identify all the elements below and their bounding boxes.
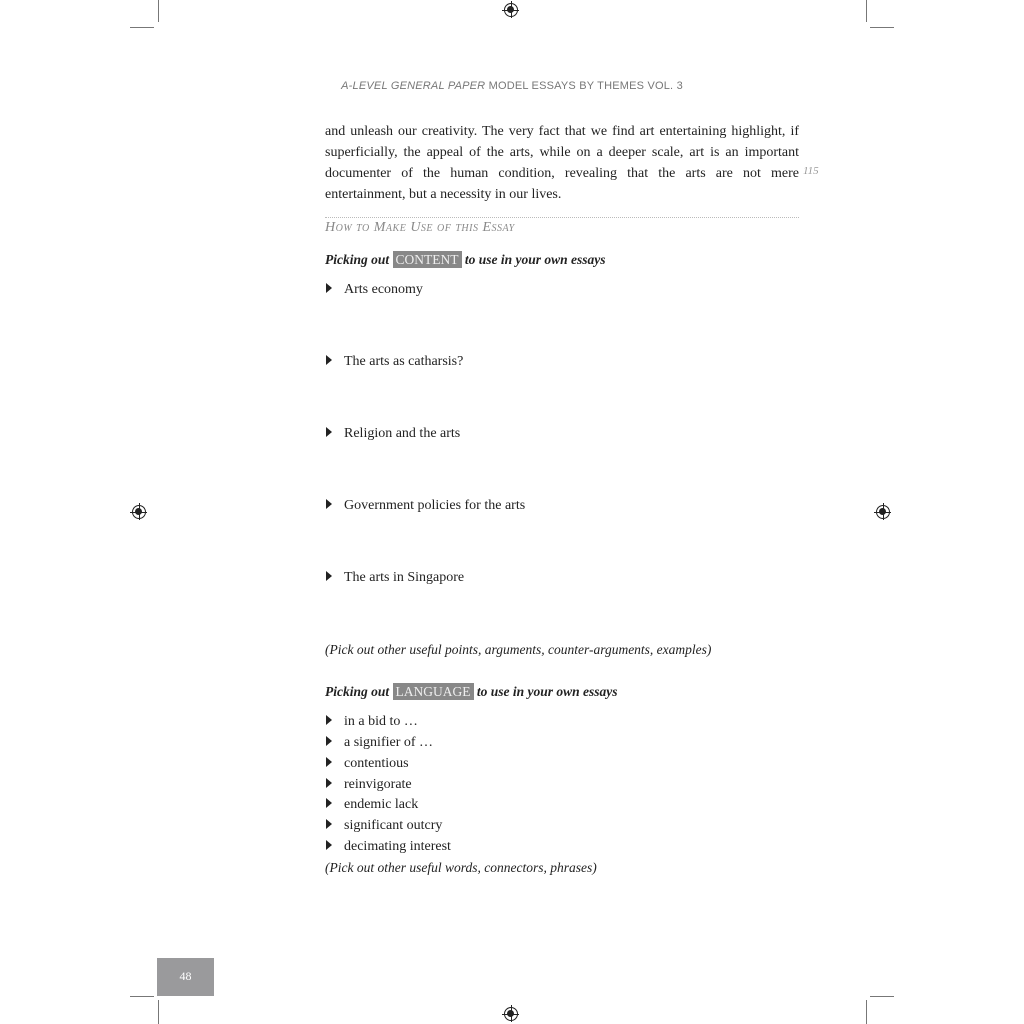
- list-item: The arts in Singapore: [326, 570, 464, 586]
- running-header: [0, 80, 1024, 92]
- language-tag: LANGUAGE: [393, 683, 474, 700]
- crop-mark: [866, 0, 867, 22]
- bullet-triangle-icon: [326, 736, 332, 746]
- crop-mark: [866, 1000, 867, 1024]
- crop-mark: [870, 996, 894, 997]
- list-item: in a bid to …: [326, 714, 418, 730]
- registration-mark-icon: [504, 3, 518, 17]
- language-heading: Picking out LANGUAGE to use in your own essays: [325, 684, 618, 699]
- body-paragraph: [325, 121, 799, 205]
- list-item: reinvigorate: [326, 777, 412, 793]
- list-item: Arts economy: [326, 282, 423, 298]
- content-heading: Picking out CONTENT to use in your own essays: [325, 252, 606, 267]
- header-series: A-LEVEL GENERAL PAPER: [341, 80, 486, 92]
- list-item: The arts as catharsis?: [326, 354, 463, 370]
- registration-mark-icon: [132, 505, 146, 519]
- list-item: contentious: [326, 756, 409, 772]
- bullet-triangle-icon: [326, 819, 332, 829]
- bullet-triangle-icon: [326, 798, 332, 808]
- crop-mark: [870, 27, 894, 28]
- registration-mark-icon: [876, 505, 890, 519]
- crop-mark: [130, 996, 154, 997]
- bullet-triangle-icon: [326, 715, 332, 725]
- content-note: (Pick out other useful points, arguments, counter-arguments, examples): [325, 642, 712, 657]
- registration-mark-icon: [504, 1007, 518, 1021]
- bullet-triangle-icon: [326, 571, 332, 581]
- list-item: Religion and the arts: [326, 426, 460, 442]
- bullet-triangle-icon: [326, 427, 332, 437]
- bullet-triangle-icon: [326, 355, 332, 365]
- page-number: 48: [157, 958, 214, 996]
- crop-mark: [158, 1000, 159, 1024]
- header-title: MODEL ESSAYS BY THEMES VOL. 3: [488, 80, 683, 92]
- list-item: Government policies for the arts: [326, 498, 525, 514]
- list-item: decimating interest: [326, 839, 451, 855]
- crop-mark: [158, 0, 159, 22]
- section-title: How to Make Use of this Essay: [325, 220, 515, 235]
- list-item: a signifier of …: [326, 735, 433, 751]
- bullet-triangle-icon: [326, 840, 332, 850]
- content-tag: CONTENT: [393, 251, 462, 268]
- list-item: endemic lack: [326, 797, 418, 813]
- bullet-triangle-icon: [326, 499, 332, 509]
- bullet-triangle-icon: [326, 757, 332, 767]
- crop-mark: [130, 27, 154, 28]
- bullet-triangle-icon: [326, 283, 332, 293]
- language-note: (Pick out other useful words, connectors, phrases): [325, 860, 597, 875]
- list-item: significant outcry: [326, 818, 442, 834]
- paragraph-text: and unleash our creativity. The very fact that we find art entertaining highlight, if superficially, the appeal of the arts, while on a deeper scale, art is an important documenter of the human condition, revealing that the arts are not mere entertainment, but a necessity in our lives.: [325, 124, 799, 202]
- bullet-triangle-icon: [326, 778, 332, 788]
- divider: [325, 217, 799, 218]
- margin-line-number: 115: [803, 165, 819, 177]
